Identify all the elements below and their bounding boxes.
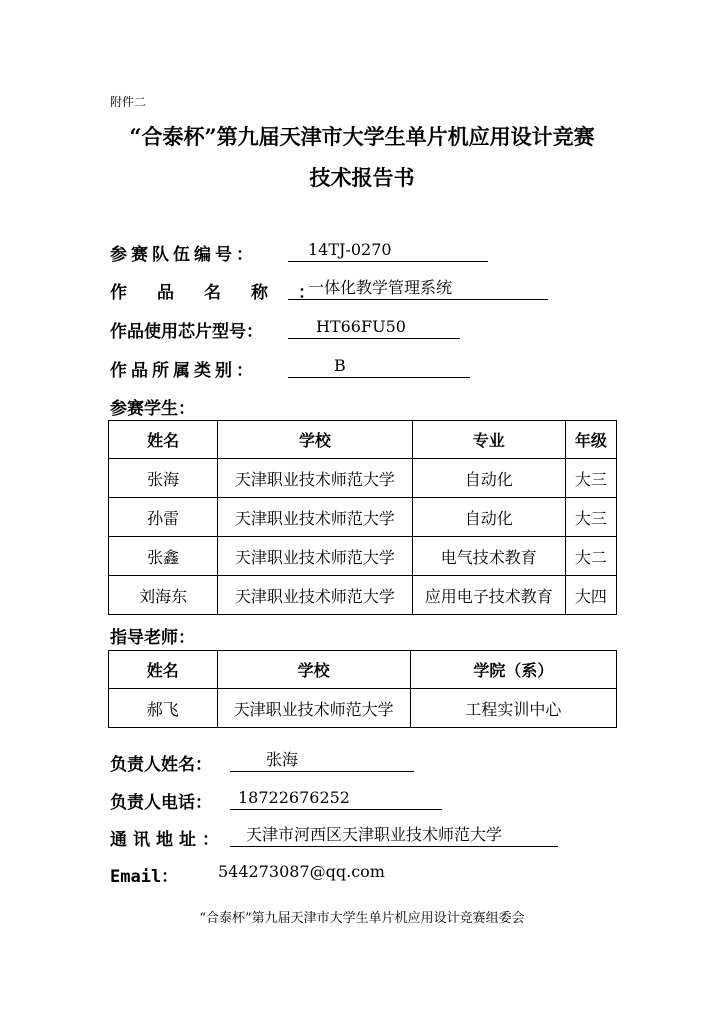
column-header: 年级 — [565, 421, 616, 459]
table-row — [109, 498, 617, 537]
page-subtitle: 技术报告书 — [309, 165, 415, 190]
column-header: 姓名 — [109, 651, 218, 689]
column-header: 姓名 — [109, 421, 218, 459]
category-label: 作品所属类别： — [110, 361, 257, 381]
table-cell: 张海 — [109, 459, 218, 498]
table-row — [109, 576, 617, 615]
address-value: 天津市河西区天津职业技术师范大学 — [230, 824, 558, 847]
table-header-row — [109, 651, 617, 689]
phone-value: 18722676252 — [230, 787, 442, 810]
table-row — [109, 689, 617, 728]
team-no-label: 参赛队伍编号： — [110, 245, 257, 265]
table-cell: 大二 — [565, 537, 616, 576]
phone-label: 负责人电话： — [110, 793, 212, 813]
table-cell: 天津职业技术师范大学 — [218, 459, 412, 498]
person-label: 负责人姓名： — [110, 755, 212, 775]
column-header: 学院（系） — [410, 651, 616, 689]
email-label: Email： — [110, 867, 179, 887]
column-header: 学校 — [218, 421, 412, 459]
table-cell: 自动化 — [412, 459, 565, 498]
table-row — [109, 537, 617, 576]
address-label: 通讯地址： — [110, 830, 225, 850]
table-cell: 大四 — [565, 576, 616, 615]
table-cell: 应用电子技术教育 — [412, 576, 565, 615]
chip-label: 作品使用芯片型号： — [110, 322, 263, 342]
table-cell: 刘海东 — [109, 576, 218, 615]
table-cell: 张鑫 — [109, 537, 218, 576]
team-no-value: 14TJ-0270 — [288, 239, 488, 262]
chip-value: HT66FU50 — [288, 316, 460, 339]
work-name-value: 一体化教学管理系统 — [288, 277, 548, 300]
table-cell: 天津职业技术师范大学 — [218, 537, 412, 576]
person-value: 张海 — [230, 749, 414, 772]
table-cell: 孙雷 — [109, 498, 218, 537]
advisors-table — [108, 650, 617, 728]
table-cell: 天津职业技术师范大学 — [217, 689, 410, 728]
email-value: 544273087@qq.com — [218, 862, 385, 881]
table-cell: 自动化 — [412, 498, 565, 537]
page-footer: “合泰杯”第九届天津市大学生单片机应用设计竞赛组委会 — [199, 911, 525, 926]
table-row — [109, 459, 617, 498]
table-header-row — [109, 421, 617, 459]
table-cell: 天津职业技术师范大学 — [218, 498, 412, 537]
table-cell: 电气技术教育 — [412, 537, 565, 576]
attachment-label: 附件二 — [110, 95, 147, 109]
category-value: B — [288, 355, 470, 378]
table-cell: 郝飞 — [109, 689, 218, 728]
table-cell: 大三 — [565, 459, 616, 498]
students-table — [108, 420, 617, 615]
column-header: 学校 — [217, 651, 410, 689]
page-title: “合泰杯”第九届天津市大学生单片机应用设计竞赛 — [129, 124, 595, 149]
table-cell: 工程实训中心 — [410, 689, 616, 728]
column-header: 专业 — [412, 421, 565, 459]
table-cell: 大三 — [565, 498, 616, 537]
table-cell: 天津职业技术师范大学 — [218, 576, 412, 615]
work-name-label: 作品名称： — [110, 283, 345, 303]
students-section-label: 参赛学生： — [110, 399, 195, 419]
advisors-section-label: 指导老师： — [110, 628, 195, 648]
